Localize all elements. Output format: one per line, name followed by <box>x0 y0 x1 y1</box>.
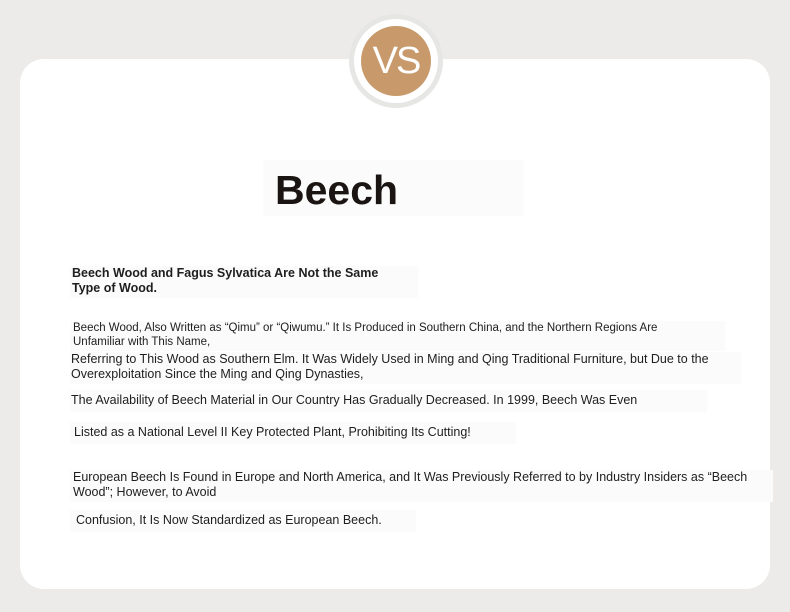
paragraph-3-line-1: Referring to This Wood as Southern Elm. It Was Widely Used in Ming and Qing Traditional Furniture, but Due to the <box>71 352 709 366</box>
paragraph-6 <box>70 470 773 502</box>
paragraph-4 <box>70 390 707 412</box>
page-title: Beech <box>275 167 399 213</box>
paragraph-7 <box>70 510 416 532</box>
paragraph-4-text: The Availability of Beech Material in Our Country Has Gradually Decreased. In 1999, Beech Was Even <box>71 393 638 407</box>
paragraph-3 <box>70 352 741 384</box>
paragraph-7-text: Confusion, It Is Now Standardized as European Beech. <box>76 513 382 527</box>
paragraph-1-line-2: Type of Wood. <box>72 281 157 295</box>
vs-badge <box>361 26 431 96</box>
paragraph-6-line-2: Wood”; However, to Avoid <box>73 485 217 499</box>
paragraph-1 <box>70 266 418 298</box>
paragraph-6-line-1: European Beech Is Found in Europe and North America, and It Was Previously Referred to by Industry Insiders as “Beech <box>73 470 748 484</box>
paragraph-2 <box>70 321 725 351</box>
paragraph-2-line-1: Beech Wood, Also Written as “Qimu” or “Qiwumu.” It Is Produced in Southern China, and the Northern Regions Are <box>73 322 658 334</box>
paragraph-5 <box>70 422 516 444</box>
paragraph-3-line-2: Overexploitation Since the Ming and Qing Dynasties, <box>71 367 364 381</box>
paragraph-2-line-2: Unfamiliar with This Name, <box>73 336 211 348</box>
vs-badge-label: VS <box>372 39 420 82</box>
paragraph-1-line-1: Beech Wood and Fagus Sylvatica Are Not the Same <box>72 266 379 280</box>
paragraph-5-text: Listed as a National Level II Key Protected Plant, Prohibiting Its Cutting! <box>74 425 471 439</box>
